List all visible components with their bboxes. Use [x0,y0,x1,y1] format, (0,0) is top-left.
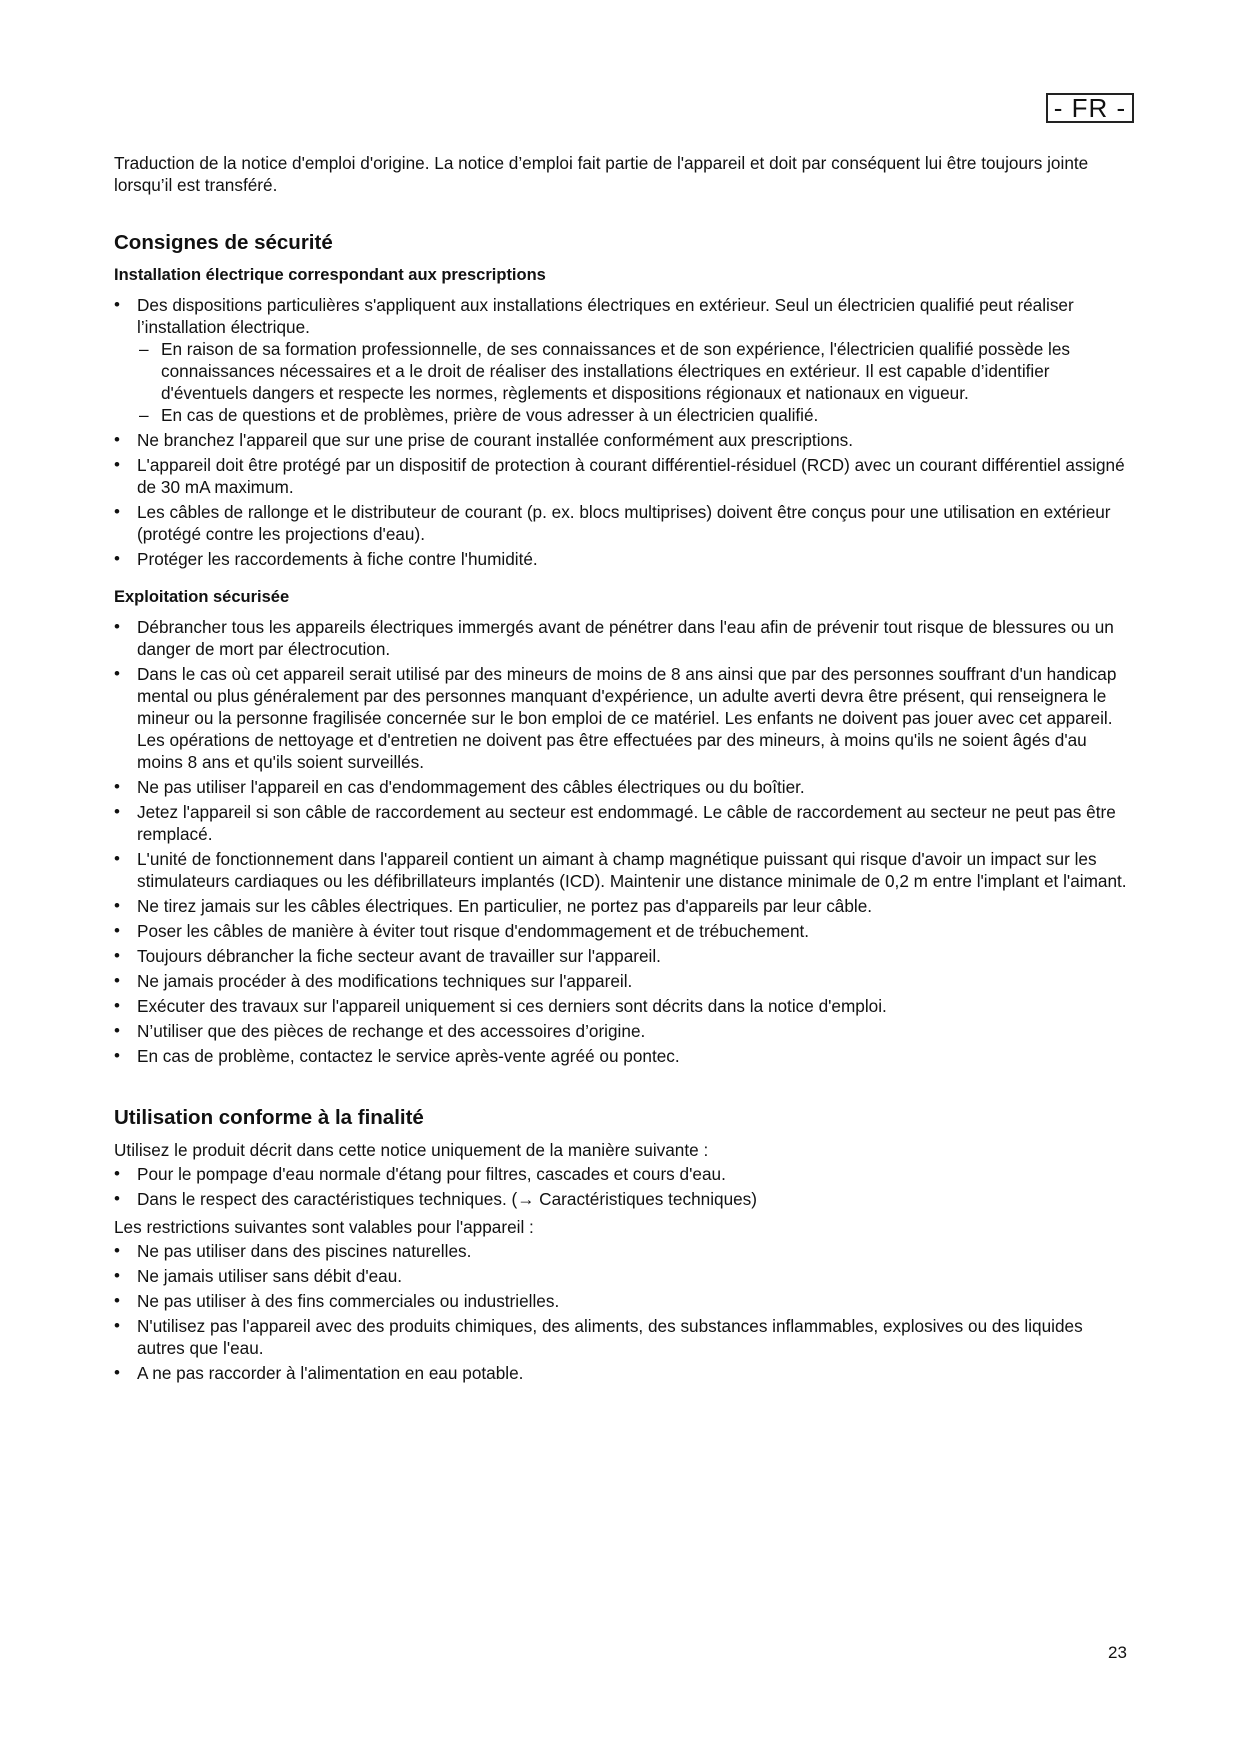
list-item: • En cas de problème, contactez le service après-vente agréé ou pontec. [114,1045,1134,1067]
list-item: • Exécuter des travaux sur l'appareil uniquement si ces derniers sont décrits dans la notice d'emploi. [114,995,1134,1017]
list-item: • Ne pas utiliser dans des piscines naturelles. [114,1240,1134,1262]
sub-list-item: – En raison de sa formation professionnelle, de ses connaissances et de son expérience, l'électricien qualifié possède les connaissances nécessaires et a le droit de réaliser des installations électriques en extérieur. Il est capable d’identifier d'éventuels dangers et respecte les normes, règlements et dispositions régionaux et nationaux en vigueur. [137,338,1134,404]
list-item: • Débrancher tous les appareils électriques immergés avant de pénétrer dans l'eau afin de prévenir tout risque de blessures ou un danger de mort par électrocution. [114,616,1134,660]
sub-list-item: – En cas de questions et de problèmes, prière de vous adresser à un électricien qualifié. [137,404,1134,426]
list-item: • Ne jamais utiliser sans débit d'eau. [114,1265,1134,1287]
intro-paragraph: Traduction de la notice d'emploi d'origine. La notice d’emploi fait partie de l'appareil et doit par conséquent lui être toujours jointe lorsqu’il est transféré. [114,153,1089,195]
list-item: • Ne branchez l'appareil que sur une prise de courant installée conformément aux prescriptions. [114,429,1134,451]
restrictions-list [114,1240,1134,1384]
intended-use-list [114,1163,1134,1210]
safe-operation-heading: Exploitation sécurisée [114,588,290,606]
list-item: • Les câbles de rallonge et le distributeur de courant (p. ex. blocs multiprises) doivent être conçus pour une utilisation en extérieur (protégé contre les projections d'eau). [114,501,1134,545]
list-item: • Dans le cas où cet appareil serait utilisé par des mineurs de moins de 8 ans ainsi que par des personnes souffrant d'un handicap mental ou plus généralement par des personnes manquant d'expérience, un adulte averti devra être présent, qui renseignera le mineur ou la personne fragilisée concernée sur le bon emploi de ce matériel. Les enfants ne doivent pas jouer avec cet appareil. Les opérations de nettoyage et d'entretien ne doivent pas être effectuées par des mineurs, à moins qu'ils ne soient âgés d'au moins 8 ans et qu'ils soient surveillés. [114,663,1134,773]
list-item: • L'unité de fonctionnement dans l'appareil contient un aimant à champ magnétique puissant qui risque d'avoir un impact sur les stimulateurs cardiaques ou les défibrillateurs implantés (ICD). Maintenir une distance minimale de 0,2 m entre l'implant et l'aimant. [114,848,1134,892]
safe-operation-list [114,616,1134,1067]
list-item: • Pour le pompage d'eau normale d'étang pour filtres, cascades et cours d'eau. [114,1163,1134,1185]
list-item: • N’utiliser que des pièces de rechange et des accessoires d’origine. [114,1020,1134,1042]
electrical-installation-list [114,294,1134,570]
list-item: • Ne pas utiliser à des fins commerciales ou industrielles. [114,1290,1134,1312]
list-item: • Protéger les raccordements à fiche contre l'humidité. [114,548,1134,570]
language-tag: - FR - [1046,93,1134,123]
page-content [114,152,1134,1387]
list-item: • Dans le respect des caractéristiques techniques. (→ Caractéristiques techniques) [114,1188,1134,1210]
list-item: • N'utilisez pas l'appareil avec des produits chimiques, des aliments, des substances inflammables, explosives ou des liquides autres que l'eau. [114,1315,1134,1359]
list-item: • Ne jamais procéder à des modifications techniques sur l'appareil. [114,970,1134,992]
page-number: 23 [1108,1643,1127,1662]
list-item: • Ne tirez jamais sur les câbles électriques. En particulier, ne portez pas d'appareils par leur câble. [114,895,1134,917]
list-item: • Toujours débrancher la fiche secteur avant de travailler sur l'appareil. [114,945,1134,967]
restrictions-lead: Les restrictions suivantes sont valables pour l'appareil : [114,1217,534,1237]
list-item [114,294,1134,426]
intended-use-lead: Utilisez le produit décrit dans cette notice uniquement de la manière suivante : [114,1140,709,1160]
list-item-text: Des dispositions particulières s'appliquent aux installations électriques en extérieur. Seul un électricien qualifié peut réaliser l’installation électrique. [137,295,1074,337]
intended-use-heading: Utilisation conforme à la finalité [114,1106,424,1129]
electrical-installation-heading: Installation électrique correspondant aux prescriptions [114,266,546,284]
list-item: • L'appareil doit être protégé par un dispositif de protection à courant différentiel-résiduel (RCD) avec un courant différentiel assigné de 30 mA maximum. [114,454,1134,498]
list-item: • Jetez l'appareil si son câble de raccordement au secteur est endommagé. Le câble de raccordement au secteur ne peut pas être remplacé. [114,801,1134,845]
list-item: • Ne pas utiliser l'appareil en cas d'endommagement des câbles électriques ou du boîtier. [114,776,1134,798]
sub-list [137,338,1134,426]
list-item: • A ne pas raccorder à l'alimentation en eau potable. [114,1362,1134,1384]
safety-heading: Consignes de sécurité [114,231,333,254]
list-item: • Poser les câbles de manière à éviter tout risque d'endommagement et de trébuchement. [114,920,1134,942]
